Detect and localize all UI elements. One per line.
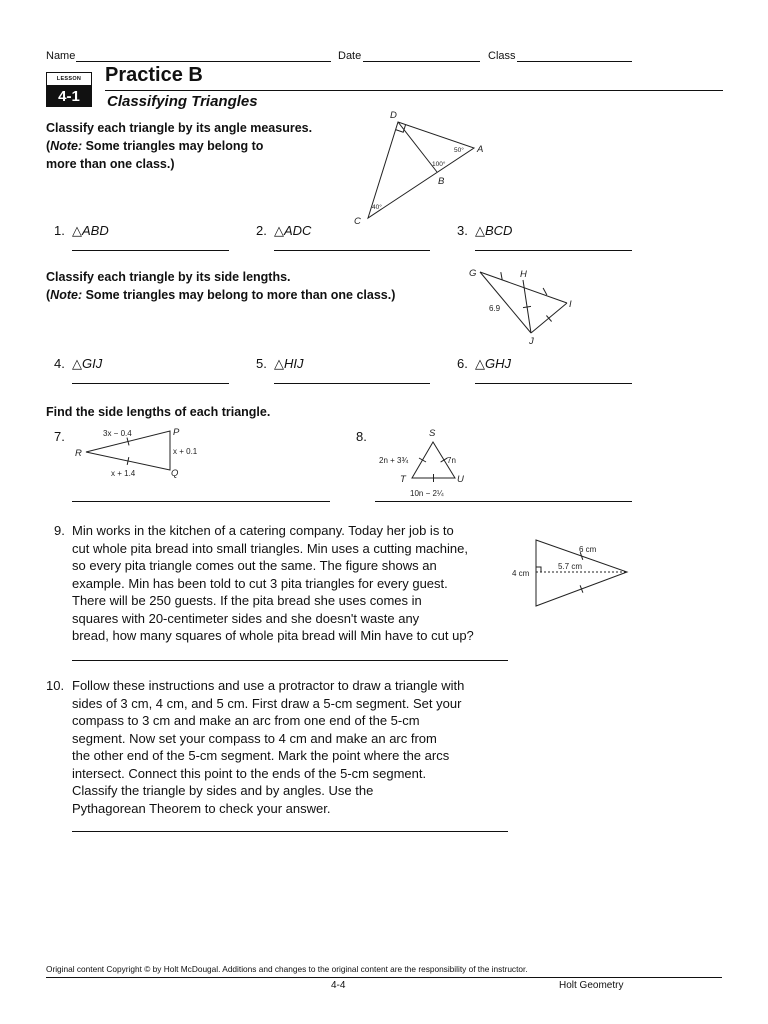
lesson-tag: LESSON: [46, 72, 92, 86]
vertex-label-h: H: [520, 269, 527, 280]
question-text-line: Follow these instructions and use a protractor to draw a triangle with: [72, 678, 465, 693]
name-label: Name: [46, 50, 76, 62]
question-text-line: the other end of the 5-cm segment. Mark the point where the arcs: [72, 748, 450, 763]
question-text-line: compass to 3 cm and make an arc from one end of the 5-cm: [72, 713, 420, 728]
vertex-label-q: Q: [171, 468, 179, 479]
side-label-su: 7n: [447, 456, 456, 465]
page-subtitle: Classifying Triangles: [107, 93, 258, 110]
triangle-symbol: △: [274, 223, 284, 238]
copyright-notice: Original content Copyright © by Holt McDougal. Additions and changes to the original content are the responsibility of the instructor.: [46, 964, 528, 974]
triangle-name: GIJ: [82, 356, 103, 371]
question-triangle: [274, 223, 311, 238]
triangle-ghij-figure: [465, 263, 575, 349]
vertex-label-a: A: [477, 144, 484, 155]
side-label-st: 2n + 3¾: [379, 456, 409, 465]
triangle-name: ADC: [284, 223, 312, 238]
triangle-symbol: △: [475, 223, 485, 238]
vertex-label-p: P: [173, 427, 180, 438]
question-text-line: segment. Now set your compass to 4 cm and make an arc from: [72, 730, 437, 746]
angle-section-note-end: more than one class.): [46, 157, 175, 171]
question-text-line: sides of 3 cm, 4 cm, and 5 cm. First draw a 5-cm segment. Set your: [72, 695, 462, 711]
angle-label-b: 100°: [432, 161, 446, 168]
question-triangle: [475, 223, 512, 238]
question-text-line: Min works in the kitchen of a catering company. Today her job is to: [72, 523, 454, 538]
answer-blank: [475, 373, 632, 384]
question-number: 7.: [54, 429, 65, 444]
pita-triangle-figure: [505, 535, 633, 610]
answer-blank: [72, 650, 508, 661]
page-title: Practice B: [105, 64, 203, 86]
vertex-label-s: S: [429, 428, 436, 439]
lesson-number: 4-1: [46, 86, 92, 107]
height-label: 5.7 cm: [558, 562, 583, 571]
answer-blank: [274, 373, 430, 384]
vertex-label-j: J: [529, 336, 534, 347]
answer-blank: [375, 491, 632, 502]
question-triangle: [72, 356, 102, 371]
angle-label-c: 40°: [372, 204, 382, 211]
question-text-line: so every pita triangle comes out the same. The figure shows an: [72, 558, 437, 573]
triangle-symbol: △: [475, 356, 485, 371]
angle-section-heading: Classify each triangle by its angle measures.: [46, 121, 313, 135]
page-number: 4-4: [331, 980, 346, 991]
title-rule: [105, 90, 723, 91]
answer-blank: [72, 821, 508, 832]
triangle-stu-figure: [374, 424, 470, 500]
question-text-line: cut whole pita bread into small triangles. Min uses a cutting machine,: [72, 540, 468, 556]
tick-mark: [523, 306, 531, 307]
answer-blank: [72, 240, 229, 251]
date-label: Date: [338, 50, 362, 62]
triangle-symbol: △: [72, 223, 82, 238]
question-number: 1.: [54, 223, 65, 238]
question-number: 9.: [54, 523, 65, 538]
side-label-rq: x + 1.4: [111, 469, 136, 478]
question-triangle: [274, 356, 304, 371]
question-number: 2.: [256, 223, 267, 238]
date-blank: [363, 51, 480, 62]
question-text-line: intersect. Connect this point to the ends of the 5-cm segment.: [72, 765, 427, 781]
note-open-paren: (: [46, 288, 51, 302]
triangle-symbol: △: [72, 356, 82, 371]
side-label-rp: 3x − 0.4: [103, 429, 132, 438]
side-label-tu: 10n − 2¼: [410, 489, 444, 498]
vertex-label-d: D: [390, 110, 397, 121]
question-triangle: [72, 223, 109, 238]
note-open-paren: (: [46, 139, 51, 153]
base-label: 4 cm: [512, 569, 530, 578]
vertex-label-i: I: [569, 299, 572, 310]
name-blank: [76, 51, 331, 62]
note-text: Some triangles may belong to more than one class.): [82, 288, 396, 302]
vertex-label-c: C: [354, 216, 361, 227]
triangle-symbol: △: [274, 356, 284, 371]
footer-rule: [46, 977, 722, 978]
question-text-line: example. Min has been told to cut 3 pita triangles for every guest.: [72, 575, 448, 591]
angle-section-note: [46, 139, 263, 154]
triangle-name: HIJ: [284, 356, 304, 371]
answer-blank: [475, 240, 632, 251]
vertex-label-g: G: [469, 268, 477, 279]
length-section-heading: Find the side lengths of each triangle.: [46, 405, 271, 419]
question-number: 4.: [54, 356, 65, 371]
answer-blank: [72, 491, 330, 502]
tick-mark: [501, 272, 502, 280]
side-label-gj: 6.9: [489, 304, 501, 313]
side-label-slant: 6 cm: [579, 545, 597, 554]
vertex-label-r: R: [75, 448, 82, 459]
angle-label-a: 50°: [454, 147, 464, 154]
triangle-name: BCD: [485, 223, 513, 238]
question-number: 3.: [457, 223, 468, 238]
question-number: 8.: [356, 429, 367, 444]
question-triangle: [475, 356, 511, 371]
side-label-pq: x + 0.1: [173, 447, 198, 456]
answer-blank: [72, 373, 229, 384]
tick-mark: [543, 288, 547, 295]
question-number: 10.: [46, 678, 65, 693]
question-number: 5.: [256, 356, 267, 371]
triangle-abcd-figure: [350, 105, 490, 225]
question-text-line: There will be 250 guests. If the pita bread she uses comes in: [72, 593, 422, 608]
triangle-rpq-figure: [70, 424, 205, 482]
tick-mark: [419, 458, 426, 462]
question-text-line: Classify the triangle by sides and by angles. Use the: [72, 783, 374, 798]
triangle-adc-outline: [368, 122, 474, 218]
note-text: Some triangles may belong to: [82, 139, 264, 153]
triangle-name: ABD: [82, 223, 109, 238]
right-angle-mark: [536, 567, 541, 572]
vertex-label-u: U: [457, 474, 464, 485]
vertex-label-t: T: [400, 474, 406, 485]
class-blank: [517, 51, 632, 62]
question-text-line: Pythagorean Theorem to check your answer.: [72, 800, 331, 816]
class-label: Class: [488, 50, 516, 62]
vertex-label-b: B: [438, 176, 445, 187]
side-section-note: [46, 288, 395, 303]
question-number: 6.: [457, 356, 468, 371]
question-text-line: bread, how many squares of whole pita bread will Min have to cut up?: [72, 628, 474, 643]
note-word: Note:: [50, 288, 83, 302]
note-word: Note:: [50, 139, 83, 153]
question-text-line: squares with 20-centimeter sides and she doesn't waste any: [72, 610, 420, 626]
book-title: Holt Geometry: [559, 980, 624, 991]
answer-blank: [274, 240, 430, 251]
triangle-name: GHJ: [485, 356, 511, 371]
side-section-heading: Classify each triangle by its side lengths.: [46, 270, 291, 284]
